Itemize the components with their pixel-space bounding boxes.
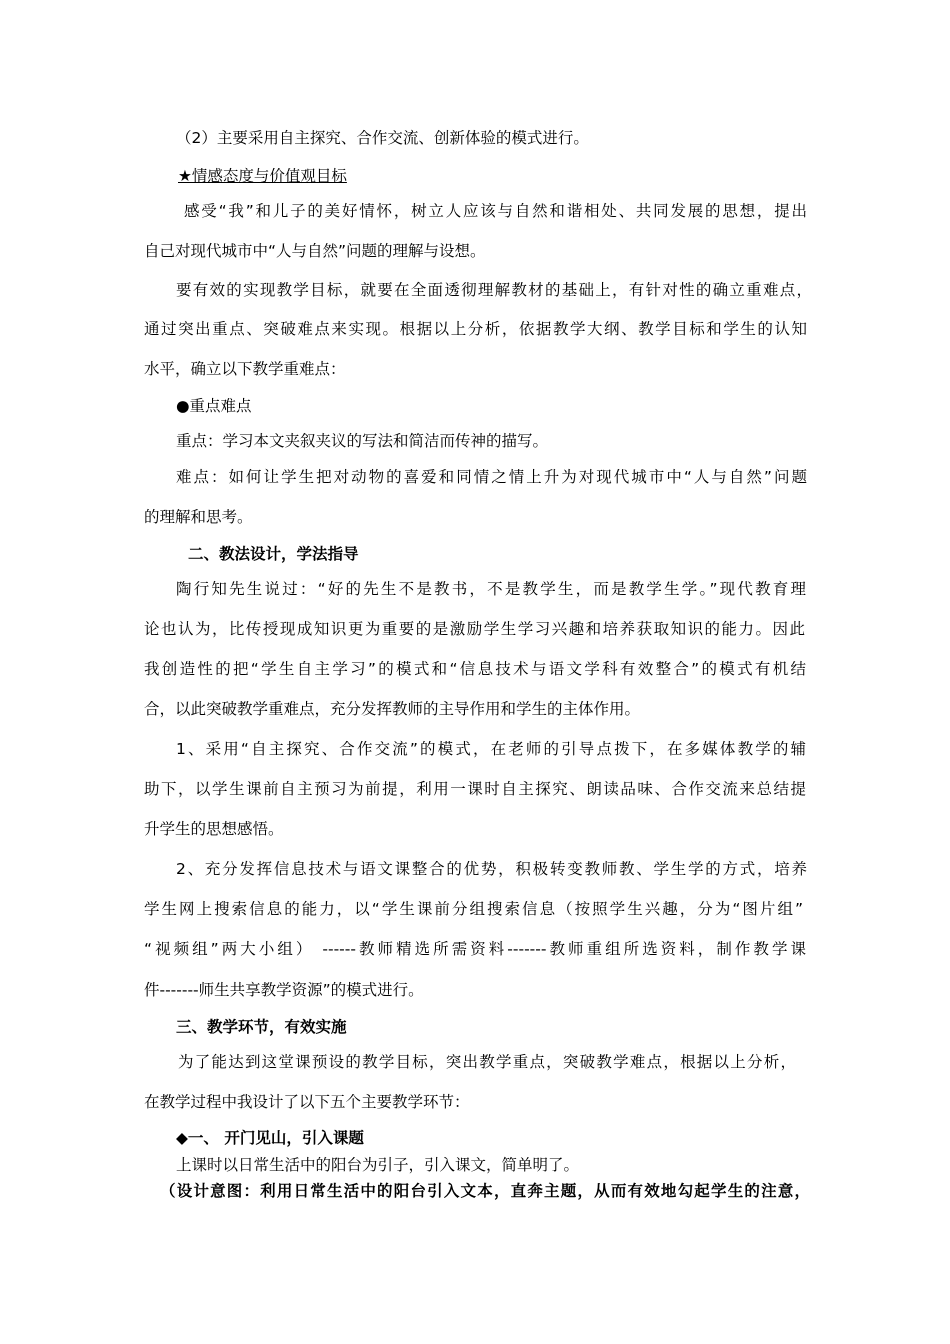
text-line: 件-------师生共享教学资源”的模式进行。 (144, 981, 424, 999)
text-line: 陶行知先生说过：“好的先生不是教书，不是教学生，而是教学生学。”现代教育理 (176, 580, 806, 598)
text-line: 上课时以日常生活中的阳台为引子，引入课文，简单明了。 (176, 1156, 580, 1174)
section-heading: 二、教法设计，学法指导 (188, 545, 359, 563)
text-line: 自己对现代城市中“人与自然”问题的理解与设想。 (144, 242, 486, 260)
text-line: 助下，以学生课前自主预习为前提，利用一课时自主探究、朗读品味、合作交流来总结提 (144, 780, 806, 798)
text-line: 重点：学习本文夹叙夹议的写法和简洁而传神的描写。 (176, 432, 549, 450)
text-line: 学生网上搜索信息的能力，以“学生课前分组搜索信息（按照学生兴趣，分为“图片组” (144, 900, 803, 918)
text-line: 我创造性的把“学生自主学习”的模式和“信息技术与语文学科有效整合”的模式有机结 (144, 660, 806, 678)
text-line: （设计意图：利用日常生活中的阳台引入文本，直奔主题，从而有效地勾起学生的注意， (160, 1182, 810, 1200)
text-line: 在教学过程中我设计了以下五个主要教学环节： (144, 1093, 470, 1111)
text-line: 难点：如何让学生把对动物的喜爱和同情之情上升为对现代城市中“人与自然”问题 (176, 468, 807, 486)
text-line: 要有效的实现教学目标，就要在全面透彻理解教材的基础上，有针对性的确立重难点， (176, 281, 812, 299)
text-line: 的理解和思考。 (144, 508, 253, 526)
text-line: 升学生的思想感悟。 (144, 820, 284, 838)
section-heading: ★情感态度与价值观目标 (178, 167, 347, 185)
section-heading: ●重点难点 (176, 397, 252, 415)
text-line: “视频组”两大小组） ------教师精选所需资料-------教师重组所选资料，制作教学课 (144, 940, 806, 958)
text-line: 合，以此突破教学重难点，充分发挥教师的主导作用和学生的主体作用。 (144, 700, 641, 718)
section-heading: ◆一、 开门见山，引入课题 (176, 1129, 364, 1147)
text-line: 为了能达到这堂课预设的教学目标，突出教学重点，突破教学难点，根据以上分析， (178, 1053, 796, 1071)
section-heading: 三、教学环节，有效实施 (176, 1018, 347, 1036)
text-line: 2、充分发挥信息技术与语文课整合的优势，积极转变教师教、学生学的方式，培养 (176, 860, 807, 878)
text-line: 水平，确立以下教学重难点： (144, 360, 346, 378)
text-line: 1、采用“自主探究、合作交流”的模式，在老师的引导点拨下，在多媒体教学的辅 (176, 740, 806, 758)
text-line: （2）主要采用自主探究、合作交流、创新体验的模式进行。 (176, 129, 589, 147)
text-line: 通过突出重点、突破难点来实现。根据以上分析，依据教学大纲、教学目标和学生的认知 (144, 320, 807, 338)
text-line: 感受“我”和儿子的美好情怀，树立人应该与自然和谐相处、共同发展的思想，提出 (184, 202, 807, 220)
text-line: 论也认为，比传授现成知识更为重要的是激励学生学习兴趣和培养获取知识的能力。因此 (144, 620, 805, 638)
